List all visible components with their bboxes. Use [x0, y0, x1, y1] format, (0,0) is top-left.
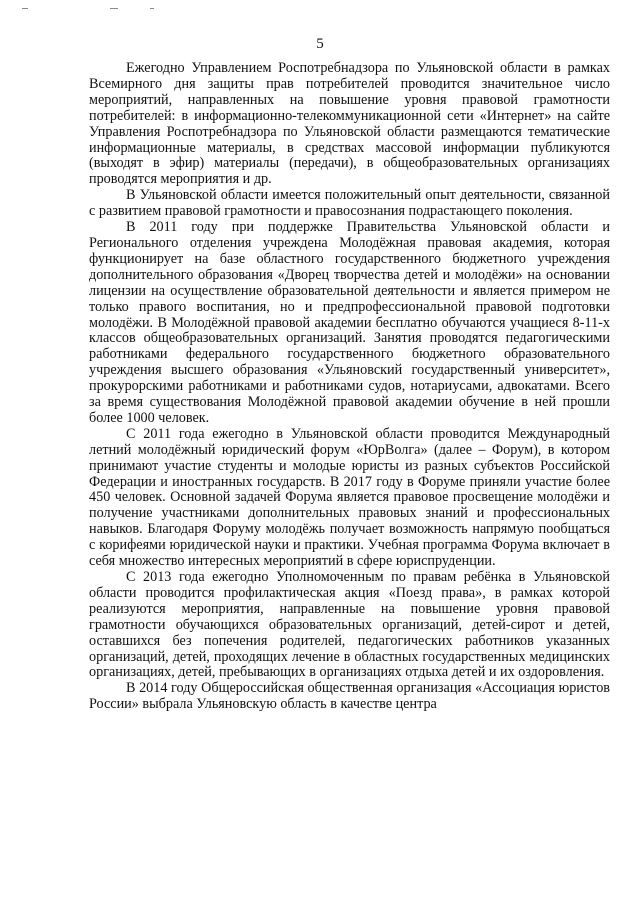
paragraph: Ежегодно Управлением Роспотребнадзора по Ульяновской области в рамках Всемирного дня защиты прав потребителей проводится значительное число мероприятий, направленных на повышение уровня правовой грамотности потребителей: в информационно-телекоммуникационной сети «Интернет» на сайте Управления Роспотребнадзора по Ульяновской области размещаются тематические информационные материалы, в средствах массовой информации публикуются (выходят в эфир) материалы (передачи), в общеобразовательных организациях проводятся мероприятия и др. — [89, 60, 610, 188]
scan-artifact — [150, 8, 154, 9]
paragraph: В 2011 году при поддержке Правительства Ульяновской области и Регионального отделения учреждена Молодёжная правовая академия, которая функционирует на базе областного государственного бюджетного учреждения дополнительного образования «Дворец творчества детей и молодёжи» на основании лицензии на осуществление образовательной деятельности и является примером не только правого воспитания, но и предпрофессиональной правовой подготовки молодёжи. В Молодёжной правовой академии бесплатно обучаются учащиеся 8-11-х классов общеобразовательных организаций. Занятия проводятся педагогическими работниками федерального государственного бюджетного образовательного учреждения высшего образования «Ульяновский государственный университет», прокурорскими работниками и работниками судов, нотариусами, адвокатами. Всего за время существования Молодёжной правовой академии обучение в ней прошли более 1000 человек. — [89, 219, 610, 426]
document-body — [89, 61, 610, 713]
paragraph: С 2011 года ежегодно в Ульяновской области проводится Международный летний молодёжный юридический форум «ЮрВолга» (далее – Форум), в котором принимают участие студенты и молодые юристы из разных субъектов Российской Федерации и иностранных государств. В 2017 году в Форуме приняли участие более 450 человек. Основной задачей Форума является правовое просвещение молодёжи и получение участниками дополнительных правовых знаний и профессиональных навыков. Благодаря Форуму молодёжь получает возможность напрямую пообщаться с корифеями юридической науки и практики. Учебная программа Форума включает в себя множество интересных мероприятий в сфере юриспруденции. — [89, 425, 610, 570]
scan-artifact — [110, 8, 118, 9]
page-number: 5 — [316, 36, 324, 52]
paragraph: В Ульяновской области имеется положительный опыт деятельности, связанной с развитием правовой грамотности и правосознания подрастающего поколения. — [89, 187, 610, 220]
scan-artifact — [22, 8, 28, 9]
paragraph: В 2014 году Общероссийская общественная организация «Ассоциация юристов России» выбрала Ульяновскую область в качестве центра — [89, 680, 610, 713]
paragraph: С 2013 года ежегодно Уполномоченным по правам ребёнка в Ульяновской области проводится профилактическая акция «Поезд права», в рамках которой реализуются мероприятия, направленные на повышение уровня правовой грамотности обучающихся образовательных организаций, детей-сирот и детей, оставшихся без попечения родителей, педагогических работников указанных организаций, детей, проходящих лечение в областных государственных медицинских организациях, детей, пребывающих в организациях отдыха детей и их оздоровления. — [89, 569, 610, 681]
